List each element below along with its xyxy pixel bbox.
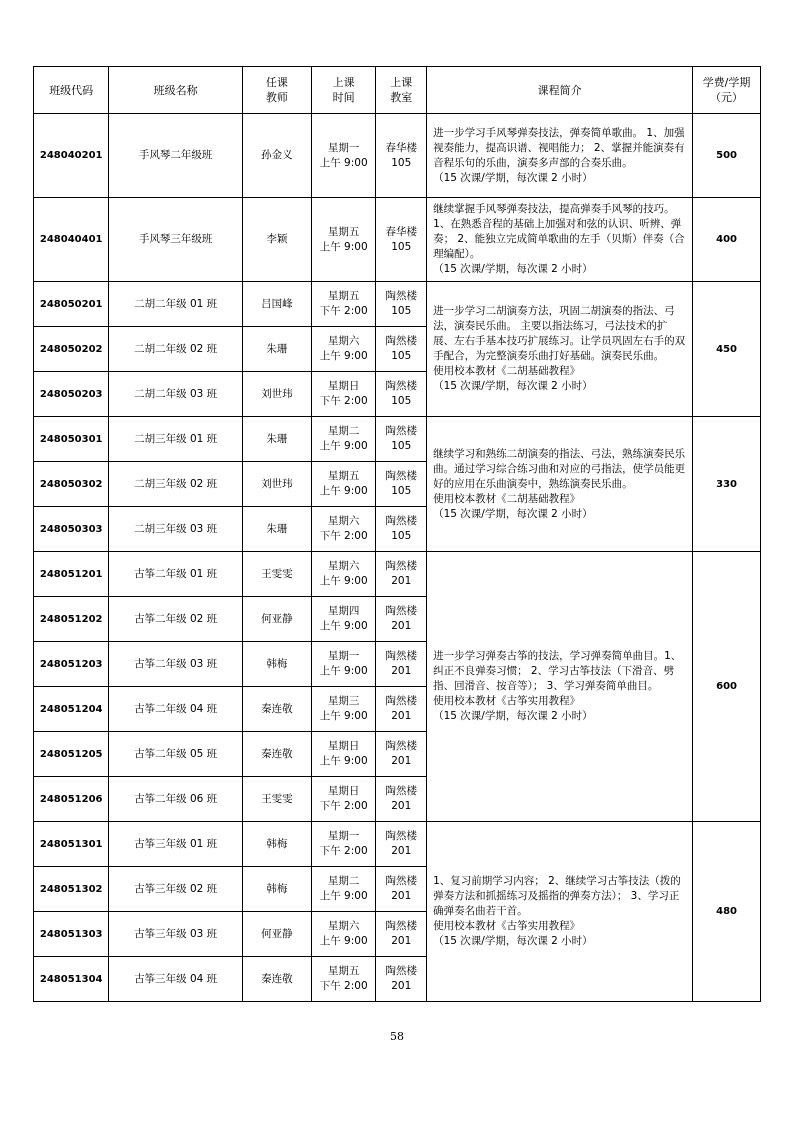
class-name: 手风琴二年级班 — [109, 114, 243, 198]
class-code: 248051205 — [34, 732, 109, 777]
class-hour: 上午 9:00 — [319, 575, 368, 587]
class-name: 二胡二年级 03 班 — [109, 372, 243, 417]
room-number: 201 — [391, 710, 412, 722]
course-description — [427, 552, 693, 822]
room-number: 105 — [391, 485, 412, 497]
header-room: 上课 教室 — [376, 67, 427, 114]
room-building: 春华楼 — [385, 225, 418, 238]
class-name: 古筝三年级 01 班 — [109, 822, 243, 867]
classroom — [376, 507, 427, 552]
class-day: 星期六 — [327, 920, 360, 932]
class-day: 星期四 — [327, 605, 360, 617]
class-day: 星期五 — [327, 290, 360, 302]
class-hour: 上午 9:00 — [319, 350, 368, 362]
class-code: 248050202 — [34, 327, 109, 372]
class-code: 248051206 — [34, 777, 109, 822]
class-hour: 上午 9:00 — [319, 240, 368, 253]
class-name: 古筝三年级 03 班 — [109, 912, 243, 957]
tuition-fee: 500 — [693, 114, 761, 198]
header-teacher: 任课 教师 — [242, 67, 311, 114]
class-code: 248050203 — [34, 372, 109, 417]
room-number: 105 — [391, 350, 412, 362]
class-hour: 下午 2:00 — [319, 980, 368, 992]
class-code: 248050303 — [34, 507, 109, 552]
class-time — [311, 597, 376, 642]
class-day: 星期一 — [327, 141, 360, 154]
class-code: 248040201 — [34, 114, 109, 198]
teacher-name: 秦连敬 — [242, 732, 311, 777]
description-line: 使用校本教材《二胡基础教程》 — [433, 365, 581, 377]
tuition-fee: 450 — [693, 282, 761, 417]
table-row — [34, 822, 761, 867]
teacher-name: 刘世玮 — [242, 372, 311, 417]
class-day: 星期六 — [327, 335, 360, 347]
classroom — [376, 372, 427, 417]
classroom — [376, 462, 427, 507]
room-building: 陶然楼 — [385, 830, 418, 842]
description-line: （15 次课/学期，每次课 2 小时） — [433, 263, 593, 275]
class-day: 星期二 — [327, 875, 360, 887]
room-number: 105 — [391, 156, 412, 169]
class-time — [311, 552, 376, 597]
classroom — [376, 867, 427, 912]
class-day: 星期日 — [327, 785, 360, 797]
description-line: （15 次课/学期，每次课 2 小时） — [433, 935, 593, 947]
classroom — [376, 687, 427, 732]
class-name: 二胡二年级 02 班 — [109, 327, 243, 372]
room-number: 105 — [391, 530, 412, 542]
course-description — [427, 114, 693, 198]
description-line: 进一步学习弹奏古筝的技法，学习弹奏简单曲目。1、纠正不良弹奏习惯； 2、学习古筝技法（下滑音、劈指、回滑音、按音等）； 3、学习弹奏简单曲目。 — [433, 650, 682, 692]
classroom — [376, 777, 427, 822]
room-number: 105 — [391, 305, 412, 317]
class-day: 星期六 — [327, 515, 360, 527]
classroom — [376, 597, 427, 642]
class-day: 星期六 — [327, 560, 360, 572]
header-code: 班级代码 — [34, 67, 109, 114]
class-time — [311, 957, 376, 1002]
teacher-name: 何亚静 — [242, 912, 311, 957]
class-time — [311, 327, 376, 372]
room-building: 陶然楼 — [385, 425, 418, 437]
class-hour: 下午 2:00 — [319, 530, 368, 542]
class-name: 古筝二年级 02 班 — [109, 597, 243, 642]
class-name: 古筝二年级 06 班 — [109, 777, 243, 822]
class-code: 248051203 — [34, 642, 109, 687]
class-hour: 上午 9:00 — [319, 620, 368, 632]
class-code: 248050302 — [34, 462, 109, 507]
room-building: 陶然楼 — [385, 290, 418, 302]
table-row — [34, 417, 761, 462]
classroom — [376, 327, 427, 372]
room-building: 陶然楼 — [385, 515, 418, 527]
class-time — [311, 687, 376, 732]
class-hour: 下午 2:00 — [319, 305, 368, 317]
classroom — [376, 732, 427, 777]
description-line: 使用校本教材《古筝实用教程》 — [433, 695, 581, 707]
room-building: 陶然楼 — [385, 380, 418, 392]
room-building: 陶然楼 — [385, 695, 418, 707]
class-code: 248050301 — [34, 417, 109, 462]
teacher-name: 朱珊 — [242, 327, 311, 372]
header-row — [34, 67, 761, 114]
teacher-name: 秦连敬 — [242, 957, 311, 1002]
table-row — [34, 282, 761, 327]
class-hour: 上午 9:00 — [319, 890, 368, 902]
header-time: 上课 时间 — [311, 67, 376, 114]
teacher-name: 吕国峰 — [242, 282, 311, 327]
classroom — [376, 957, 427, 1002]
page-number: 58 — [390, 1030, 404, 1043]
course-description — [427, 417, 693, 552]
class-hour: 上午 9:00 — [319, 485, 368, 497]
class-time — [311, 417, 376, 462]
room-number: 201 — [391, 800, 412, 812]
room-building: 陶然楼 — [385, 650, 418, 662]
class-time — [311, 372, 376, 417]
teacher-name: 何亚静 — [242, 597, 311, 642]
class-time — [311, 198, 376, 282]
room-building: 陶然楼 — [385, 470, 418, 482]
course-description — [427, 198, 693, 282]
teacher-name: 王雯雯 — [242, 552, 311, 597]
class-code: 248051303 — [34, 912, 109, 957]
class-name: 古筝三年级 04 班 — [109, 957, 243, 1002]
classroom — [376, 642, 427, 687]
class-code: 248040401 — [34, 198, 109, 282]
header-name: 班级名称 — [109, 67, 243, 114]
table-body — [34, 114, 761, 1002]
table-row — [34, 198, 761, 282]
class-time — [311, 282, 376, 327]
class-hour: 上午 9:00 — [319, 755, 368, 767]
table-row — [34, 552, 761, 597]
room-number: 201 — [391, 935, 412, 947]
description-line: （15 次课/学期，每次课 2 小时） — [433, 171, 593, 184]
class-hour: 上午 9:00 — [319, 710, 368, 722]
class-day: 星期日 — [327, 740, 360, 752]
description-line: 进一步学习二胡演奏方法，巩固二胡演奏的指法、弓法，演奏民乐曲。 主要以指法练习，弓法技术的扩展、左右手基本技巧扩展练习。让学员巩固左右手的双手配合，为完整演奏乐曲打好基础。演奏民乐曲。 — [433, 305, 686, 362]
room-number: 201 — [391, 620, 412, 632]
class-time — [311, 732, 376, 777]
room-building: 陶然楼 — [385, 740, 418, 752]
classroom — [376, 822, 427, 867]
teacher-name: 朱珊 — [242, 507, 311, 552]
table-row — [34, 114, 761, 198]
description-line: （15 次课/学期，每次课 2 小时） — [433, 380, 593, 392]
room-building: 陶然楼 — [385, 965, 418, 977]
room-building: 陶然楼 — [385, 785, 418, 797]
teacher-name: 韩梅 — [242, 867, 311, 912]
class-code: 248051302 — [34, 867, 109, 912]
class-time — [311, 114, 376, 198]
class-name: 二胡二年级 01 班 — [109, 282, 243, 327]
class-hour: 上午 9:00 — [319, 156, 368, 169]
classroom — [376, 198, 427, 282]
tuition-fee: 600 — [693, 552, 761, 822]
tuition-fee: 330 — [693, 417, 761, 552]
class-hour: 下午 2:00 — [319, 800, 368, 812]
class-name: 古筝三年级 02 班 — [109, 867, 243, 912]
room-number: 201 — [391, 890, 412, 902]
room-building: 陶然楼 — [385, 920, 418, 932]
room-number: 201 — [391, 755, 412, 767]
classroom — [376, 912, 427, 957]
class-name: 古筝二年级 03 班 — [109, 642, 243, 687]
teacher-name: 李颖 — [242, 198, 311, 282]
class-time — [311, 867, 376, 912]
teacher-name: 秦连敬 — [242, 687, 311, 732]
class-hour: 上午 9:00 — [319, 665, 368, 677]
room-number: 201 — [391, 575, 412, 587]
description-line: （15 次课/学期，每次课 2 小时） — [433, 710, 593, 722]
room-number: 201 — [391, 665, 412, 677]
room-building: 陶然楼 — [385, 605, 418, 617]
class-name: 二胡三年级 03 班 — [109, 507, 243, 552]
class-hour: 上午 9:00 — [319, 935, 368, 947]
class-time — [311, 912, 376, 957]
class-day: 星期一 — [327, 830, 360, 842]
class-hour: 下午 2:00 — [319, 395, 368, 407]
teacher-name: 孙金义 — [242, 114, 311, 198]
class-code: 248051301 — [34, 822, 109, 867]
header-fee: 学费/学期 （元） — [693, 67, 761, 114]
teacher-name: 王雯雯 — [242, 777, 311, 822]
class-day: 星期五 — [327, 470, 360, 482]
class-day: 星期三 — [327, 695, 360, 707]
teacher-name: 朱珊 — [242, 417, 311, 462]
class-name: 二胡三年级 02 班 — [109, 462, 243, 507]
class-hour: 下午 2:00 — [319, 845, 368, 857]
class-day: 星期日 — [327, 380, 360, 392]
description-line: （15 次课/学期，每次课 2 小时） — [433, 507, 593, 520]
class-code: 248051304 — [34, 957, 109, 1002]
room-number: 105 — [391, 440, 412, 452]
class-code: 248050201 — [34, 282, 109, 327]
class-code: 248051201 — [34, 552, 109, 597]
class-time — [311, 507, 376, 552]
class-time — [311, 777, 376, 822]
room-building: 春华楼 — [385, 141, 418, 154]
description-line: 继续学习和熟练二胡演奏的指法、弓法，熟练演奏民乐曲。通过学习综合练习曲和对应的弓指法，使学员能更好的应用在乐曲演奏中，熟练演奏民乐曲。 — [433, 447, 686, 490]
description-line: 1、复习前期学习内容； 2、继续学习古筝技法（拨的弹奏方法和抓摇练习及摇指的弹奏方法）； 3、学习正确弹奏名曲若干首。 — [433, 875, 681, 917]
course-table — [33, 66, 761, 1002]
room-building: 陶然楼 — [385, 560, 418, 572]
tuition-fee: 400 — [693, 198, 761, 282]
room-number: 105 — [391, 240, 412, 253]
room-building: 陶然楼 — [385, 335, 418, 347]
room-number: 201 — [391, 845, 412, 857]
class-code: 248051202 — [34, 597, 109, 642]
class-day: 星期一 — [327, 650, 360, 662]
class-name: 古筝二年级 05 班 — [109, 732, 243, 777]
class-name: 二胡三年级 01 班 — [109, 417, 243, 462]
header-desc: 课程简介 — [427, 67, 693, 114]
class-name: 古筝二年级 01 班 — [109, 552, 243, 597]
course-description — [427, 282, 693, 417]
description-line: 进一步学习手风琴弹奏技法，弹奏简单歌曲。 1、加强视奏能力，提高识谱、视唱能力； 2、掌握并能演奏有音程乐句的乐曲，演奏多声部的合奏乐曲。 — [433, 126, 685, 169]
classroom — [376, 114, 427, 198]
course-description — [427, 822, 693, 1002]
class-code: 248051204 — [34, 687, 109, 732]
class-time — [311, 822, 376, 867]
room-building: 陶然楼 — [385, 875, 418, 887]
description-line: 使用校本教材《二胡基础教程》 — [433, 492, 581, 505]
description-line: 继续掌握手风琴弹奏技法，提高弹奏手风琴的技巧。 1、在熟悉音程的基础上加强对和弦的认识、听辨、弹奏； 2、能独立完成简单歌曲的左手（贝斯）伴奏（合理编配）。 — [433, 203, 685, 260]
teacher-name: 韩梅 — [242, 822, 311, 867]
teacher-name: 刘世玮 — [242, 462, 311, 507]
class-name: 古筝二年级 04 班 — [109, 687, 243, 732]
class-day: 星期五 — [327, 965, 360, 977]
room-number: 105 — [391, 395, 412, 407]
class-hour: 上午 9:00 — [319, 440, 368, 452]
class-time — [311, 462, 376, 507]
description-line: 使用校本教材《古筝实用教程》 — [433, 920, 581, 932]
class-name: 手风琴三年级班 — [109, 198, 243, 282]
class-time — [311, 642, 376, 687]
tuition-fee: 480 — [693, 822, 761, 1002]
class-day: 星期五 — [327, 225, 360, 238]
classroom — [376, 282, 427, 327]
room-number: 201 — [391, 980, 412, 992]
classroom — [376, 552, 427, 597]
class-day: 星期二 — [327, 425, 360, 437]
classroom — [376, 417, 427, 462]
teacher-name: 韩梅 — [242, 642, 311, 687]
